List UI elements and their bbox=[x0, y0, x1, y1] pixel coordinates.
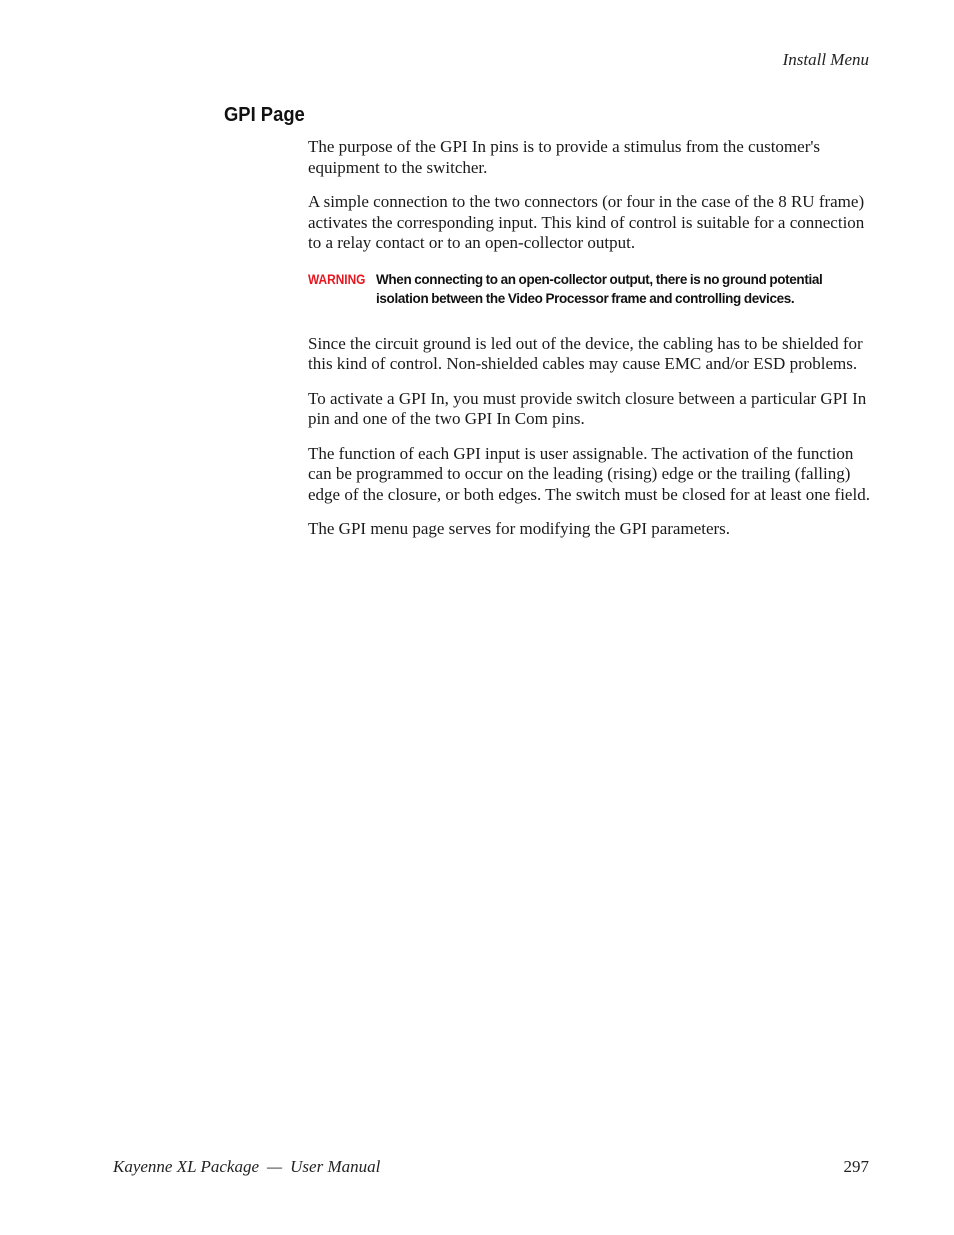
paragraph-function: The function of each GPI input is user assignable. The activation of the function can be programmed to occur on the leading (rising) edge or the trailing (falling) edge of the closure, or both edges. The switch must be closed for at least one field. bbox=[308, 443, 870, 504]
running-header: Install Menu bbox=[782, 50, 869, 69]
paragraph-connection: A simple connection to the two connectors (or four in the case of the 8 RU frame) activates the corresponding input. This kind of control is suitable for a connection to a relay contact or to an open-collector output. bbox=[308, 192, 865, 252]
paragraph-purpose: The purpose of the GPI In pins is to provide a stimulus from the customer's equipment to the switcher. bbox=[308, 137, 821, 177]
footer-subtitle: User Manual bbox=[290, 1157, 381, 1176]
footer-product: Kayenne XL Package bbox=[113, 1157, 260, 1176]
body-column bbox=[308, 137, 870, 554]
paragraph-menu-page: The GPI menu page serves for modifying the GPI parameters. bbox=[308, 519, 731, 538]
footer-manual-title bbox=[113, 1157, 380, 1177]
paragraph-shielding: Since the circuit ground is led out of the device, the cabling has to be shielded for this kind of control. Non-shielded cables may cause EMC and/or ESD problems. bbox=[308, 333, 863, 373]
warning-label: WARNING bbox=[308, 271, 366, 287]
section-title: GPI Page bbox=[224, 104, 305, 126]
paragraph-activation: To activate a GPI In, you must provide switch closure between a particular GPI In pin and one of the two GPI In Com pins. bbox=[308, 388, 867, 428]
warning-note bbox=[308, 270, 870, 308]
warning-text: When connecting to an open-collector output, there is no ground potential isolation between the Video Processor frame and controlling devices. bbox=[376, 271, 823, 306]
page-number: 297 bbox=[843, 1157, 869, 1176]
footer-separator: — bbox=[267, 1157, 283, 1176]
